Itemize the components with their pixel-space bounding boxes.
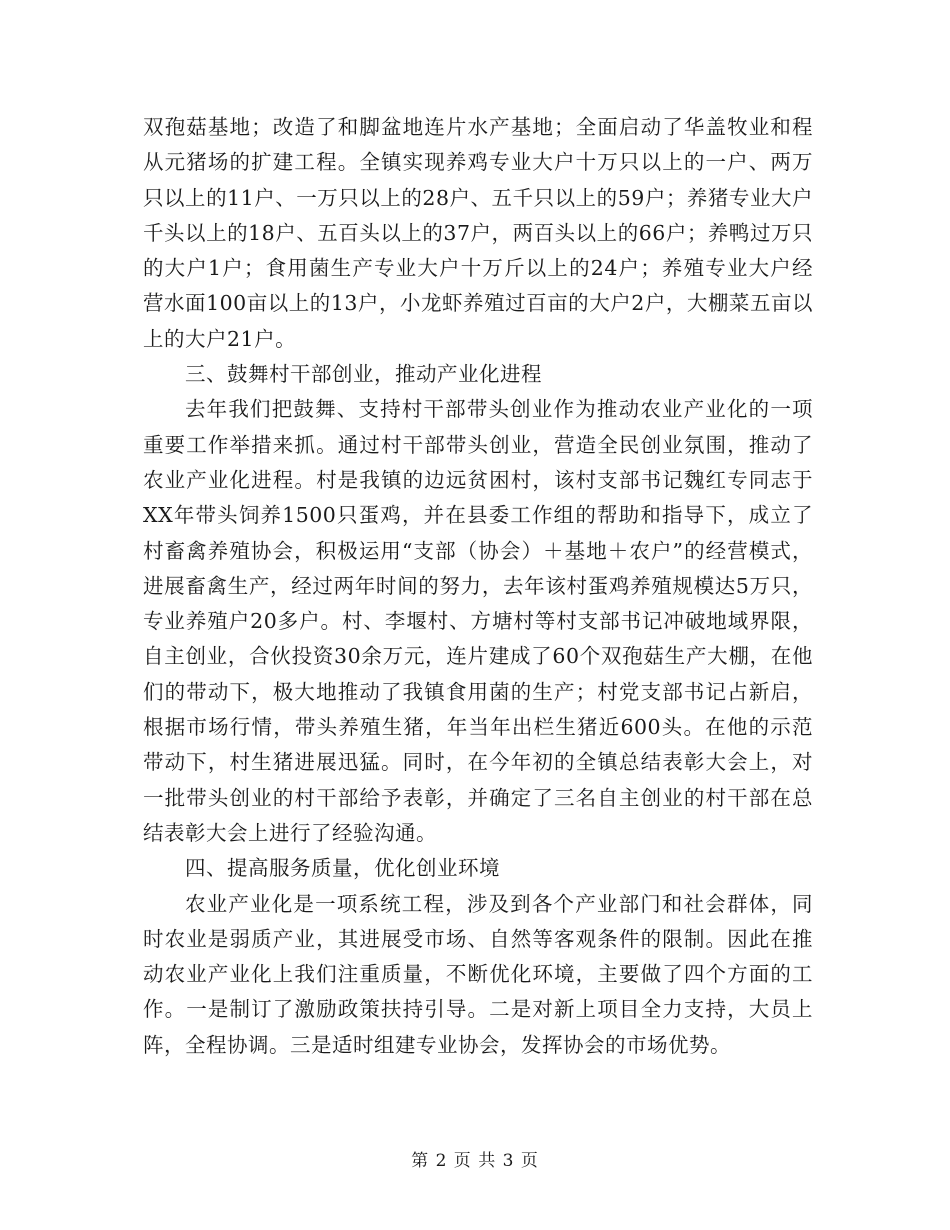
body-paragraph-1: 双孢菇基地；改造了和脚盆地连片水产基地；全面启动了华盖牧业和程从元猪场的扩建工程。全镇实现养鸡专业大户十万只以上的一户、两万只以上的11户、一万只以上的28户、五千只以上的59户；养猪专业大户千头以上的18户、五百头以上的37户，两百头以上的66户；养鸭过万只的大户1户；食用菌生产专业大户十万斤以上的24户；养殖专业大户经营水面100亩以上的13户，小龙虾养殖过百亩的大户2户，大棚菜五亩以上的大户21户。 — [143, 115, 813, 351]
body-paragraph-3: 农业产业化是一项系统工程，涉及到各个产业部门和社会群体，同时农业是弱质产业，其进展受市场、自然等客观条件的限制。因此在推动农业产业化上我们注重质量，不断优化环境，主要做了四个方面的工作。一是制订了激励政策扶持引导。二是对新上项目全力支持，大员上阵，全程协调。三是适时组建专业协会，发挥协会的市场优势。 — [143, 891, 813, 1057]
section-heading-4: 四、提高服务质量，优化创业环境 — [185, 856, 500, 881]
section-heading-3: 三、鼓舞村干部创业，推动产业化进程 — [185, 362, 542, 387]
body-paragraph-2: 去年我们把鼓舞、支持村干部带头创业作为推动农业产业化的一项重要工作举措来抓。通过村干部带头创业，营造全民创业氛围，推动了农业产业化进程。村是我镇的边远贫困村，该村支部书记魏红专同志于XX年带头饲养1500只蛋鸡，并在县委工作组的帮助和指导下，成立了村畜禽养殖协会，积极运用“支部（协会）＋基地＋农户”的经营模式，进展畜禽生产，经过两年时间的努力，去年该村蛋鸡养殖规模达5万只，专业养殖户20多户。村、李堰村、方塘村等村支部书记冲破地域界限，自主创业，合伙投资30余万元，连片建成了60个双孢菇生产大棚，在他们的带动下，极大地推动了我镇食用菌的生产；村党支部书记占新启，根据市场行情，带头养殖生猪，年当年出栏生猪近600头。在他的示范带动下，村生猪进展迅猛。同时，在今年初的全镇总结表彰大会上，对一批带头创业的村干部给予表彰，并确定了三名自主创业的村干部在总结表彰大会上进行了经验沟通。 — [143, 397, 813, 845]
page-footer: 第 2 页 共 3 页 — [411, 1151, 539, 1171]
document-body — [143, 110, 813, 1063]
